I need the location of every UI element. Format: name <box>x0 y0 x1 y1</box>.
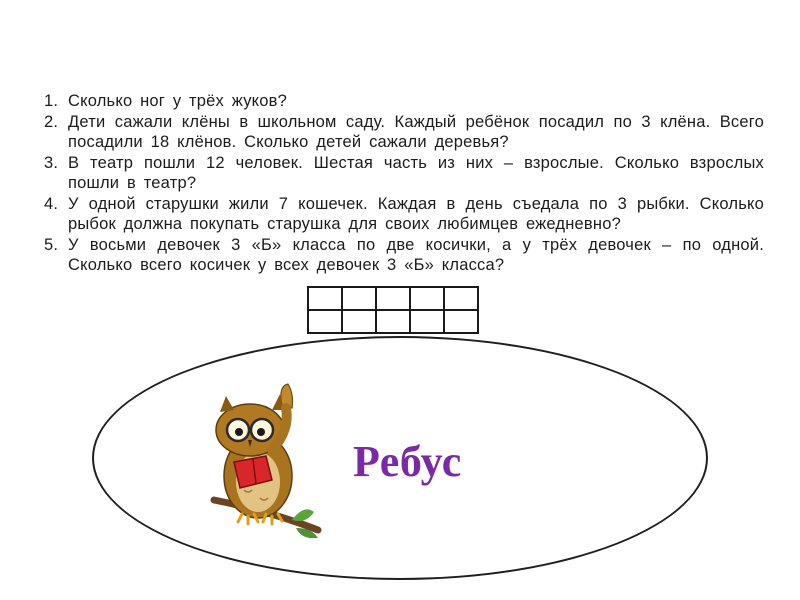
grid-row <box>308 287 478 310</box>
question-item <box>44 194 764 235</box>
grid-cell <box>444 310 478 333</box>
question-text: У одной старушки жили 7 кошечек. Каждая в день съедала по 3 рыбки. Сколько рыбок должна покупать старушка для своих любимцев ежедневно? <box>68 194 764 233</box>
grid-cell <box>410 310 444 333</box>
grid-cell <box>308 310 342 333</box>
grid-cell <box>342 287 376 310</box>
question-item <box>44 112 764 153</box>
question-text: В театр пошли 12 человек. Шестая часть из них – взрослые. Сколько взрослых пошли в театр? <box>68 153 764 192</box>
owl-with-glasses-and-book-icon <box>196 378 326 538</box>
question-item <box>44 235 764 276</box>
grid-cell <box>342 310 376 333</box>
question-number: 4. <box>44 194 59 213</box>
question-text: У восьми девочек 3 «Б» класса по две косички, а у трёх девочек – по одной. Сколько всего косичек у всех девочек 3 «Б» класса? <box>68 235 764 274</box>
question-list <box>44 91 764 276</box>
grid-cell <box>444 287 478 310</box>
question-number: 2. <box>44 112 59 131</box>
question-item <box>44 153 764 194</box>
answer-grid <box>307 286 479 334</box>
grid-cell <box>376 310 410 333</box>
question-number: 5. <box>44 235 59 254</box>
question-number: 1. <box>44 92 59 110</box>
rebus-title: Ребус <box>353 437 462 486</box>
grid-cell <box>410 287 444 310</box>
grid-row <box>308 310 478 333</box>
question-number: 3. <box>44 153 59 172</box>
question-item <box>44 91 764 112</box>
grid-cell <box>308 287 342 310</box>
question-text: Дети сажали клёны в школьном саду. Каждый ребёнок посадил по 3 клёна. Всего посадили 18 клёнов. Сколько детей сажали деревья? <box>68 112 764 151</box>
question-text: Сколько ног у трёх жуков? <box>68 92 287 110</box>
grid-cell <box>376 287 410 310</box>
